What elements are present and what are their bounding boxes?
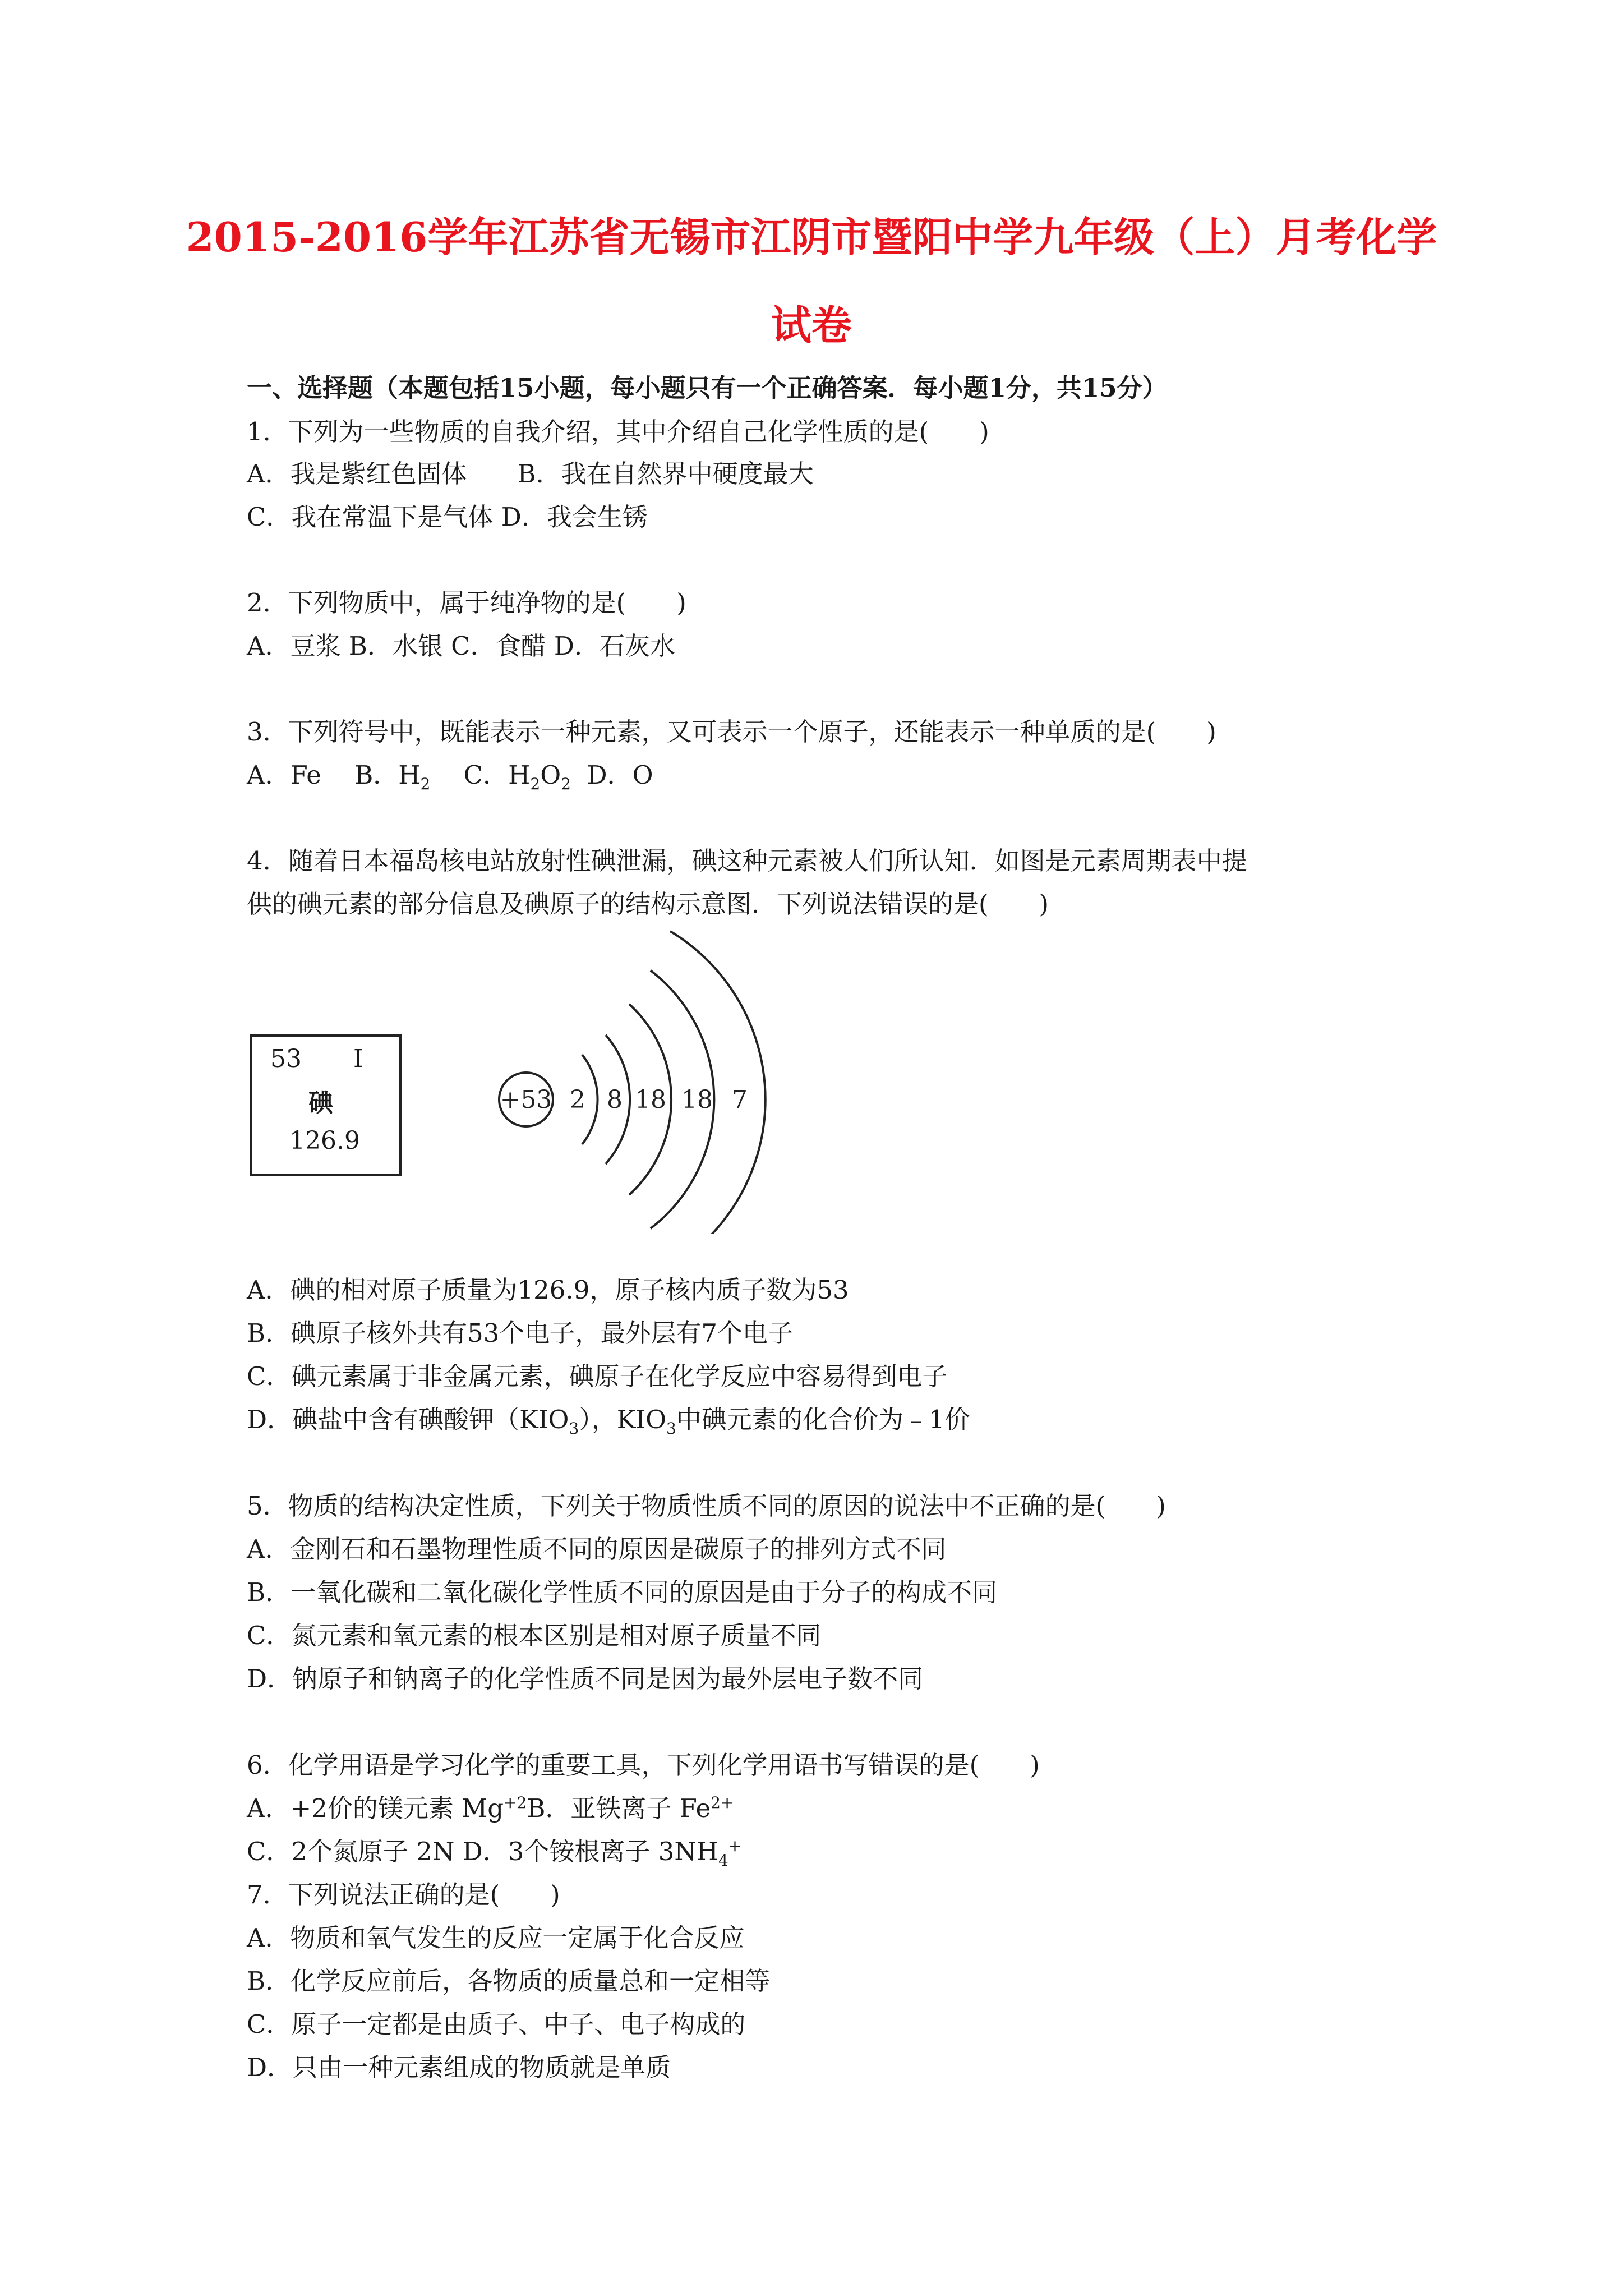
q3-option-a: A．Fe [247, 760, 321, 790]
q3-option-d: D．O [587, 760, 653, 790]
shell-electrons-2: 8 [607, 1085, 623, 1114]
shell-electrons-1: 2 [570, 1085, 585, 1114]
q3-option-b: B．$H_2$ [354, 760, 431, 793]
periodic-table-cell [250, 1034, 402, 1176]
atomic-mass: 126.9 [289, 1126, 360, 1155]
q4-option-a: A．碘的相对原子质量为126.9，原子核内质子数为53 [247, 1275, 849, 1305]
q7-option-c: C．原子一定都是由质子、中子、电子构成的 [247, 2009, 746, 2039]
element-name: 碘 [308, 1089, 333, 1117]
q1-options-ab: A．我是紫红色固体 B．我在自然界中硬度最大 [247, 459, 814, 489]
q5-option-b: B．一氧化碳和二氧化碳化学性质不同的原因是由于分子的构成不同 [247, 1577, 998, 1607]
q5-option-a: A．金刚石和石墨物理性质不同的原因是碳原子的排列方式不同 [247, 1534, 947, 1564]
q7-option-b: B．化学反应前后，各物质的质量总和一定相等 [247, 1966, 771, 1996]
section-heading: 一、选择题（本题包括15小题，每小题只有一个正确答案．每小题1分，共15分） [247, 373, 1168, 403]
q5-stem: 5．物质的结构决定性质，下列关于物质性质不同的原因的说法中不正确的是( ) [247, 1491, 1166, 1521]
q3-option-c: C．$H_2O_2$ [463, 760, 571, 793]
q6-options-cd: C．2个氮原子 2N D．3个铵根离子 $3NH_4^+$ [247, 1837, 742, 1870]
q2-stem: 2．下列物质中，属于纯净物的是( ) [247, 588, 686, 618]
q4-stem-line2: 供的碘元素的部分信息及碘原子的结构示意图．下列说法错误的是( ) [247, 889, 1049, 919]
q4-stem-line1: 4．随着日本福岛核电站放射性碘泄漏，碘这种元素被人们所认知．如图是元素周期表中提 [247, 846, 1247, 876]
element-symbol: I [353, 1045, 363, 1073]
shell-electrons-4: 18 [681, 1085, 713, 1114]
q1-options-cd: C．我在常温下是气体 D．我会生锈 [247, 502, 648, 532]
q4-option-d: D．碘盐中含有碘酸钾$(KIO_3)$，$KIO_3$中碘元素的化合价为﹣1价 [247, 1405, 970, 1438]
q1-stem: 1．下列为一些物质的自我介绍，其中介绍自己化学性质的是( ) [247, 417, 989, 447]
exam-title-line2: 试卷 [771, 301, 852, 349]
shell-arc-5 [670, 931, 766, 1234]
atom-structure-diagram [482, 920, 796, 1234]
atomic-number: 53 [270, 1045, 302, 1073]
q2-options: A．豆浆 B．水银 C．食醋 D．石灰水 [247, 631, 675, 661]
nucleus-charge: +53 [500, 1085, 552, 1114]
q7-stem: 7．下列说法正确的是( ) [247, 1880, 560, 1910]
q4-option-c: C．碘元素属于非金属元素，碘原子在化学反应中容易得到电子 [247, 1361, 948, 1391]
exam-title-line1: 2015-2016学年江苏省无锡市江阴市暨阳中学九年级（上）月考化学 [186, 213, 1437, 261]
q7-option-a: A．物质和氧气发生的反应一定属于化合反应 [247, 1923, 745, 1953]
shell-electrons-3: 18 [635, 1085, 666, 1114]
q5-option-c: C．氮元素和氧元素的根本区别是相对原子质量不同 [247, 1621, 822, 1650]
q3-options [247, 758, 653, 792]
q5-option-d: D．钠原子和钠离子的化学性质不同是因为最外层电子数不同 [247, 1664, 924, 1694]
q7-option-d: D．只由一种元素组成的物质就是单质 [247, 2053, 671, 2082]
q3-stem: 3．下列符号中，既能表示一种元素，又可表示一个原子，还能表示一种单质的是( ) [247, 717, 1216, 747]
q4-option-b: B．碘原子核外共有53个电子，最外层有7个电子 [247, 1318, 793, 1348]
q6-options-ab: A．+2价的镁元素 $Mg^{+2}B$．亚铁离子 $Fe^{2+}$ [247, 1793, 734, 1823]
q6-stem: 6．化学用语是学习化学的重要工具，下列化学用语书写错误的是( ) [247, 1750, 1040, 1780]
shell-electrons-5: 7 [732, 1085, 748, 1114]
